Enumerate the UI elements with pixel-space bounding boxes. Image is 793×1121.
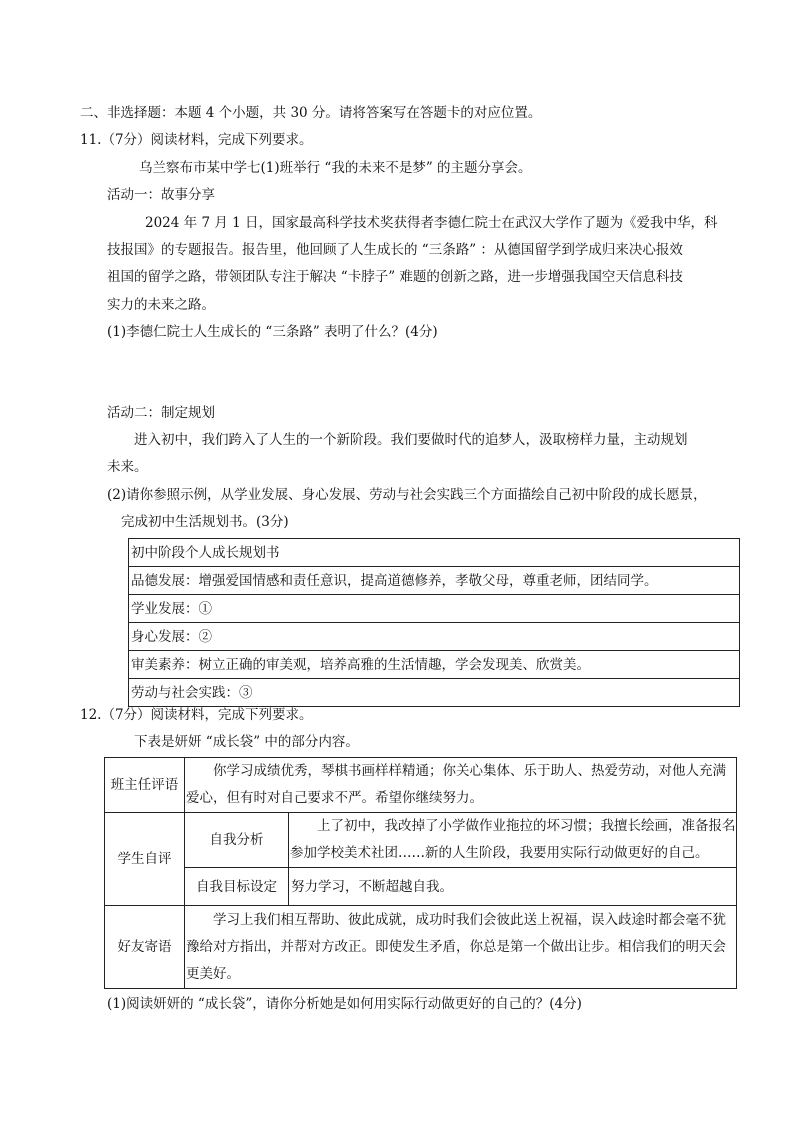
friend-message-text: 学习上我们相互帮助、彼此成就，成功时我们会彼此送上祝福，误入歧途时都会毫不犹豫给对方指出，并帮对方改正。即使发生矛盾，你总是第一个做出让步。相信我们的明天会更美好。 <box>186 911 726 982</box>
q11-material-line: 2024 年 7 月 1 日，国家最高科学技术奖获得者李德仁院士在武汉大学作了题为《爱我中华，科 <box>145 215 718 231</box>
friend-message-label: 好友寄语 <box>105 906 185 989</box>
q12-sub1: (1)阅读妍妍的 “成长袋”，请你分析她是如何用实际行动做更好的自己的？(4分) <box>107 996 582 1012</box>
q11-material-line: 实力的未来之路。 <box>107 297 215 313</box>
growth-bag-table <box>104 757 737 989</box>
teacher-comment-text: 你学习成绩优秀，琴棋书画样样精通；你关心集体、乐于助人、热爱劳动，对他人充满爱心，但有时对自己要求不严。希望你继续努力。 <box>186 763 726 806</box>
q11-header: 11.（7分）阅读材料，完成下列要求。 <box>80 132 313 148</box>
q11-sub2-line: (2)请你参照示例，从学业发展、身心发展、劳动与社会实践三个方面描绘自己初中阶段的成长愿景， <box>107 487 707 503</box>
plan-row-physical-mental: 身心发展：② <box>129 623 740 651</box>
section-heading: 二、非选择题：本题 4 个小题，共 30 分。请将答案写在答题卡的对应位置。 <box>80 105 542 121</box>
self-analysis-text: 上了初中，我改掉了小学做作业拖拉的坏习惯；我擅长绘画，准备报名参加学校美术社团……新的人生阶段，我要用实际行动做更好的自己。 <box>290 818 736 861</box>
q11-sub1: (1)李德仁院士人生成长的 “三条路” 表明了什么？(4分) <box>107 324 438 340</box>
q12-intro: 下表是妍妍 “成长袋” 中的部分内容。 <box>134 734 359 750</box>
q12-header: 12.（7分）阅读材料，完成下列要求。 <box>80 707 313 723</box>
plan-row-aesthetic: 审美素养：树立正确的审美观，培养高雅的生活情趣，学会发现美、欣赏美。 <box>129 651 740 679</box>
plan-row-academic: 学业发展：① <box>129 595 740 623</box>
plan-row-moral: 品德发展：增强爱国情感和责任意识，提高道德修养，孝敬父母，尊重老师，团结同学。 <box>129 567 740 595</box>
q11-material-line: 祖国的留学之路，带领团队专注于解决 “卡脖子” 难题的创新之路，进一步增强我国空天信息科技 <box>107 269 683 285</box>
q11-activity2-line: 进入初中，我们跨入了人生的一个新阶段。我们要做时代的追梦人，汲取榜样力量，主动规划 <box>134 432 688 448</box>
self-goal-text: 努力学习，不断超越自我。 <box>289 868 737 906</box>
growth-plan-table <box>128 538 740 707</box>
q11-material-line: 技报国》的专题报告。报告里，他回顾了人生成长的 “三条路” ：从德国留学到学成归来决心报效 <box>107 242 683 258</box>
teacher-comment-label: 班主任评语 <box>105 758 185 813</box>
q11-sub2-line: 完成初中生活规划书。(3分) <box>121 514 289 530</box>
q11-activity1-title: 活动一：故事分享 <box>107 187 215 203</box>
q11-intro: 乌兰察布市某中学七(1)班举行 “我的未来不是梦” 的主题分享会。 <box>139 160 532 176</box>
self-goal-label: 自我目标设定 <box>185 868 289 906</box>
plan-table-title: 初中阶段个人成长规划书 <box>129 539 740 567</box>
q11-activity2-title: 活动二：制定规划 <box>107 405 215 421</box>
q11-activity2-line: 未来。 <box>107 459 148 475</box>
plan-row-labor-practice: 劳动与社会实践：③ <box>129 679 740 707</box>
student-self-eval-label: 学生自评 <box>105 813 185 906</box>
self-analysis-label: 自我分析 <box>185 813 289 868</box>
